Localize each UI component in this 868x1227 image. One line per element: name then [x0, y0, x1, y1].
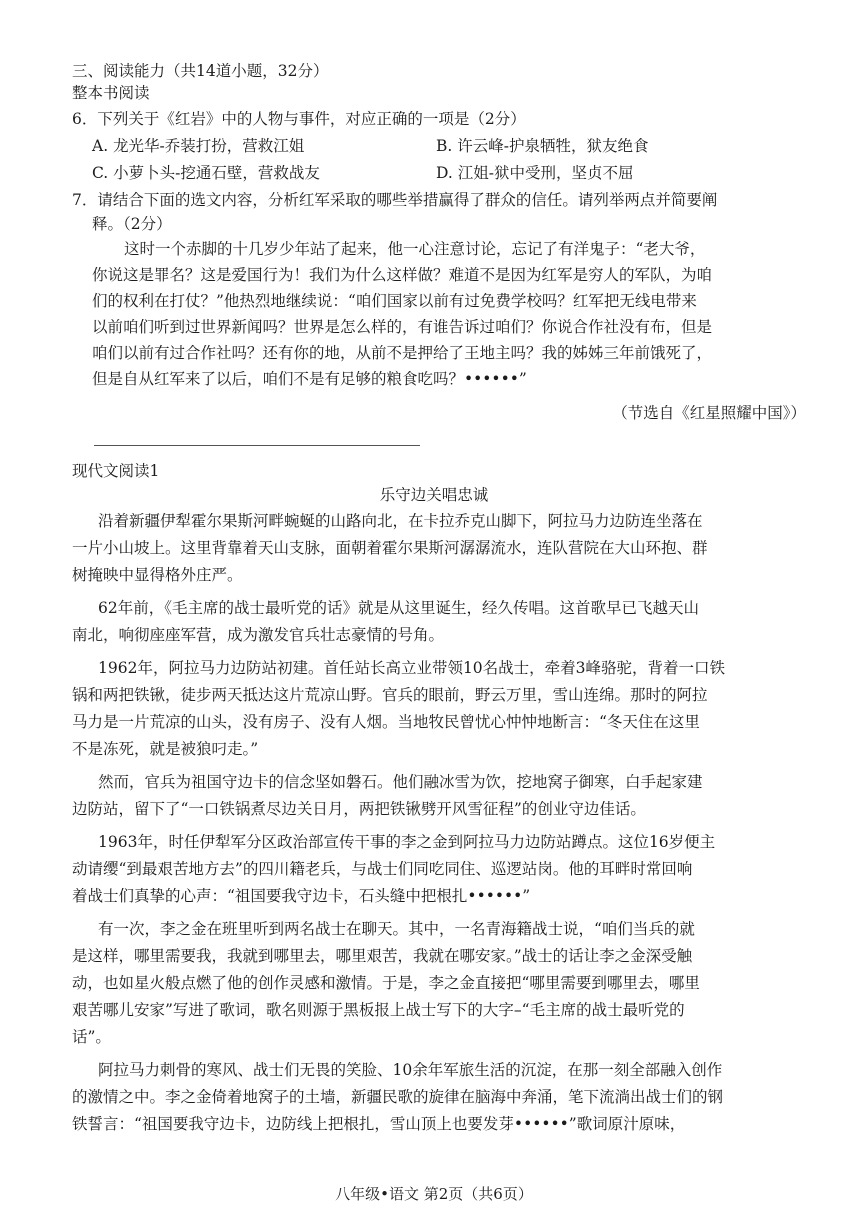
article-line: 有一次，李之金在班里听到两名战士在聊天。其中，一名青海籍战士说，“咱们当兵的就	[98, 920, 695, 938]
question-6-option-a: A. 龙光华-乔装打扮，营救江姐	[92, 137, 305, 155]
question-7-stem-line-1: 7．请结合下面的选文内容，分析红军采取的哪些举措赢得了群众的信任。请列举两点并简要阐	[72, 191, 718, 209]
passage-line: 这时一个赤脚的十几岁少年站了起来，他一心注意讨论，忘记了有洋鬼子：“老大爷，	[124, 240, 706, 258]
article-line: 动请缨“到最艰苦地方去”的四川籍老兵，与战士们同吃同住、巡逻站岗。他的耳畔时常回响	[72, 860, 693, 878]
question-6-option-c: C. 小萝卜头-挖通石壁，营救战友	[92, 164, 320, 182]
article-line: 62年前，《毛主席的战士最听党的话》就是从这里诞生，经久传唱。这首歌早已飞越天山	[98, 599, 699, 617]
article-line: 然而，官兵为祖国守边卡的信念坚如磐石。他们融冰雪为饮，挖地窝子御寒，白手起家建	[98, 773, 703, 791]
article-line: 1962年，阿拉马力边防站初建。首任站长高立业带领10名战士，牵着3峰骆驼，背着一口铁	[98, 659, 726, 677]
section-subheading: 整本书阅读	[72, 84, 150, 102]
section-heading: 三、阅读能力（共14道小题，32分）	[72, 62, 329, 80]
article-line: 着战士们真挚的心声：“祖国要我守边卡，石头缝中把根扎••••••”	[72, 887, 531, 905]
article-line: 南北，响彻座座军营，成为激发官兵壮志豪情的号角。	[72, 626, 445, 644]
article-line: 话”。	[72, 1028, 111, 1046]
page-footer: 八年级•语文 第2页（共6页）	[335, 1185, 533, 1203]
article-title: 乐守边关唱忠诚	[379, 486, 489, 504]
passage-line: 你说这是罪名？这是爱国行为！我们为什么这样做？难道不是因为红军是穷人的军队，为咱	[92, 266, 713, 284]
article-line: 动，也如星火般点燃了他的创作灵感和激情。于是，李之金直接把“哪里需要到哪里去，哪里	[72, 974, 700, 992]
question-6-stem: 6．下列关于《红岩》中的人物与事件，对应正确的一项是（2分）	[72, 110, 526, 128]
article-line: 阿拉马力刺骨的寒风、战士们无畏的笑脸、10余年军旅生活的沉淀，在那一刻全部融入创作	[98, 1061, 723, 1079]
article-line: 1963年，时任伊犁军分区政治部宣传干事的李之金到阿拉马力边防站蹲点。这位16岁便主	[98, 833, 716, 851]
passage-line: 但是自从红军来了以后，咱们不是有足够的粮食吃吗？••••••”	[92, 370, 527, 388]
article-line: 的激情之中。李之金倚着地窝子的土墙，新疆民歌的旋律在脑海中奔涌，笔下流淌出战士们的钢	[72, 1088, 724, 1106]
question-7-stem-line-2: 释。（2分）	[92, 215, 172, 233]
passage-line: 们的权利在打仗？”他热烈地继续说：“咱们国家以前有过免费学校吗？红军把无线电带来	[92, 292, 697, 310]
article-line: 艰苦哪儿安家”写进了歌词，歌名则源于黑板报上战士写下的大字–“毛主席的战士最听党的	[72, 1001, 685, 1019]
article-line: 沿着新疆伊犁霍尔果斯河畔蜿蜒的山路向北，在卡拉乔克山脚下，阿拉马力边防连坐落在	[98, 512, 703, 530]
question-6-option-d: D. 江姐-狱中受刑，坚贞不屈	[436, 164, 634, 182]
section-divider	[94, 445, 420, 446]
article-line: 马力是一片荒凉的山头，没有房子、没有人烟。当地牧民曾忧心忡忡地断言：“冬天住在这里	[72, 713, 700, 731]
article-line: 不是冻死，就是被狼叼走。”	[72, 740, 259, 758]
article-line: 一片小山坡上。这里背靠着天山支脉，面朝着霍尔果斯河潺潺流水，连队营院在大山环抱、群	[72, 539, 708, 557]
passage-line: 咱们以前有过合作社吗？还有你的地，从前不是押给了王地主吗？我的姊姊三年前饿死了，	[92, 344, 713, 362]
modern-reading-label: 现代文阅读1	[72, 462, 160, 480]
question-6-option-b: B. 许云峰-护泉牺牲，狱友绝食	[436, 137, 649, 155]
article-line: 树掩映中显得格外庄严。	[72, 566, 243, 584]
article-line: 边防站，留下了“一口铁锅煮尽边关日月，两把铁锹劈开风雪征程”的创业守边佳话。	[72, 800, 646, 818]
passage-source: （节选自《红星照耀中国》）	[612, 404, 806, 422]
article-line: 锅和两把铁锹，徒步两天抵达这片荒凉山野。官兵的眼前，野云万里，雪山连绵。那时的阿拉	[72, 686, 708, 704]
passage-line: 以前咱们听到过世界新闻吗？世界是怎么样的，有谁告诉过咱们？你说合作社没有布，但是	[92, 318, 713, 336]
article-line: 是这样，哪里需要我，我就到哪里去，哪里艰苦，我就在哪安家。”战士的话让李之金深受触	[72, 947, 693, 965]
article-line: 铁誓言：“祖国要我守边卡，边防线上把根扎，雪山顶上也要发芽••••••”歌词原汁原味，	[72, 1115, 686, 1133]
